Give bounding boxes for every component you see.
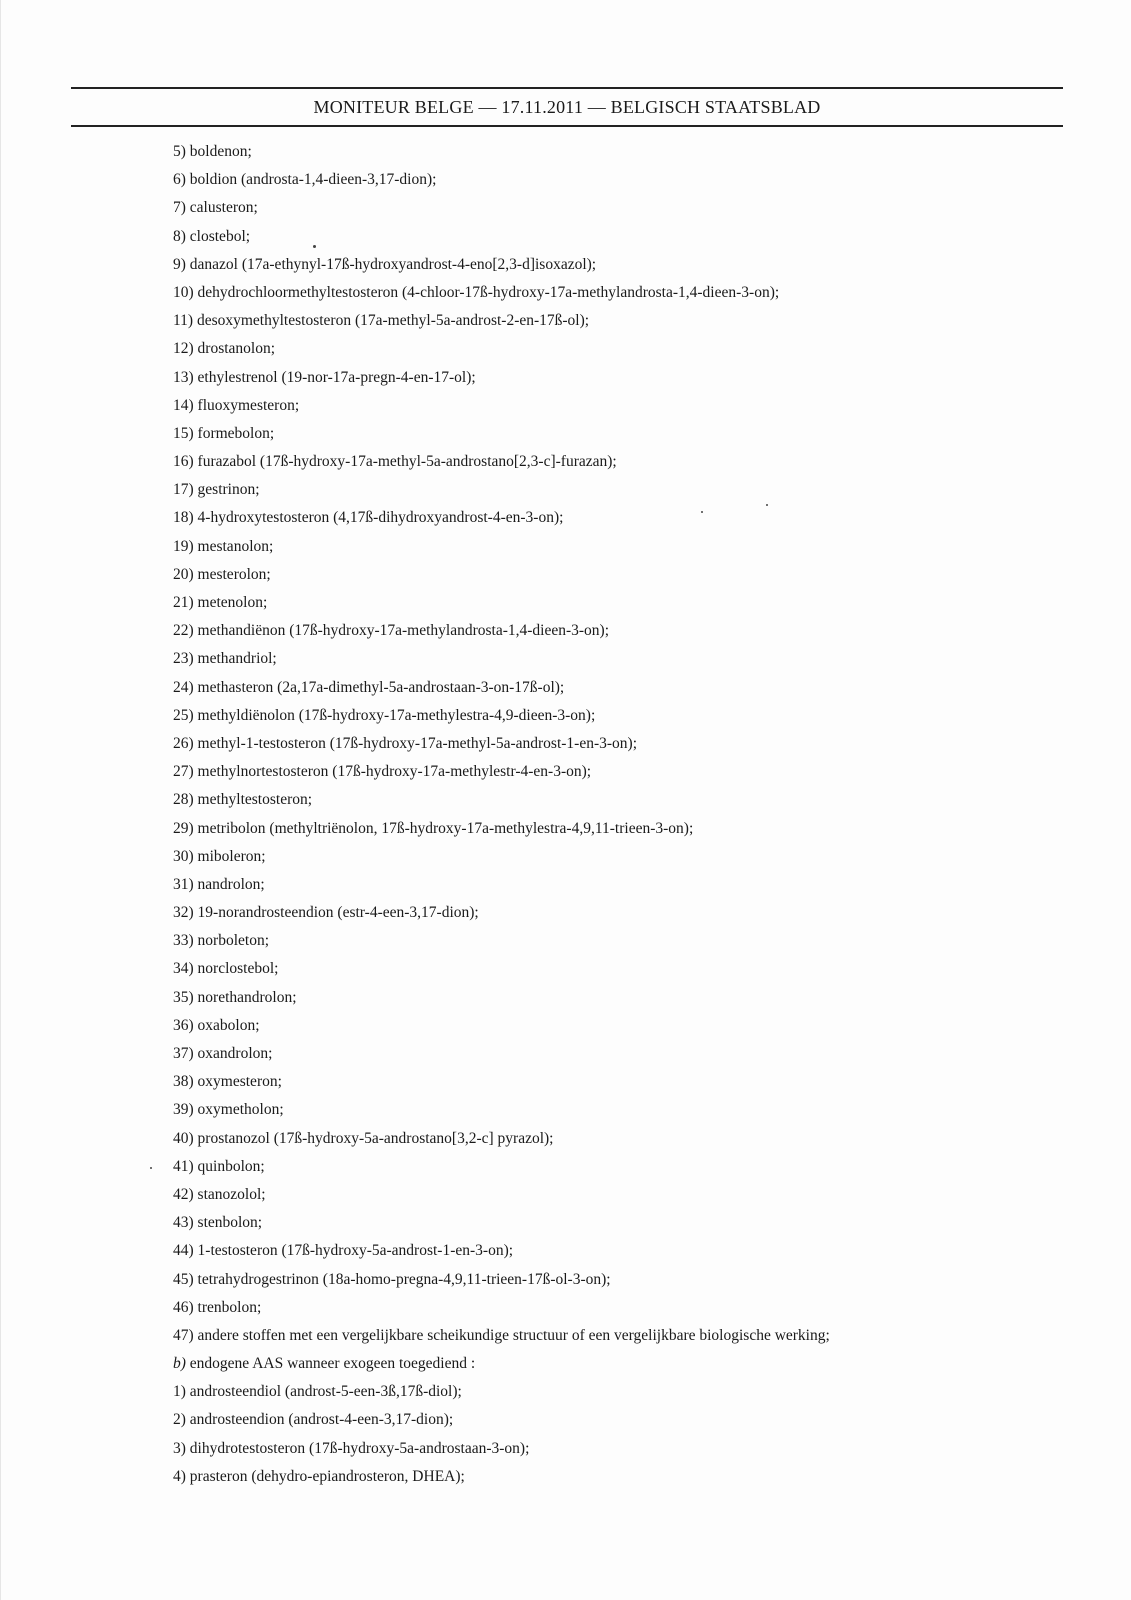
list-b-item: 3) dihydrotestosteron (17ß-hydroxy-5a-androstaan-3-on); [173,1439,530,1457]
list-a-item: 34) norclostebol; [173,960,279,978]
list-a-item: 39) oxymetholon; [173,1101,284,1119]
list-a-item: 29) metribolon (methyltriënolon, 17ß-hydroxy-17a-methylestra-4,9,11-trieen-3-on); [173,819,694,837]
section-b-marker: b) [173,1355,186,1373]
list-a-item: 36) oxabolon; [173,1016,260,1034]
list-a-item: 32) 19-norandrosteendion (estr-4-een-3,17-dion); [173,904,479,922]
list-a-item: 19) mestanolon; [173,537,274,555]
list-a-item: 44) 1-testosteron (17ß-hydroxy-5a-androst-1-en-3-on); [173,1242,514,1260]
list-a-item: 41) quinbolon; [173,1157,265,1175]
list-a-item: 26) methyl-1-testosteron (17ß-hydroxy-17a-methyl-5a-androst-1-en-3-on); [173,734,638,752]
list-a-item: 45) tetrahydrogestrinon (18a-homo-pregna-4,9,11-trieen-17ß-ol-3-on); [173,1270,611,1288]
header-rule-top [71,87,1063,89]
list-a-item: 6) boldion (androsta-1,4-dieen-3,17-dion); [173,171,437,189]
list-a-item: 11) desoxymethyltestosteron (17a-methyl-5a-androst-2-en-17ß-ol); [173,312,590,330]
list-a-item: 43) stenbolon; [173,1214,263,1232]
list-a-item: 33) norboleton; [173,932,269,950]
list-a-item: 5) boldenon; [173,143,252,160]
list-a-item: 15) formebolon; [173,424,275,442]
list-a-item: 27) methylnortestosteron (17ß-hydroxy-17a-methylestr-4-en-3-on); [173,763,592,781]
scan-speck [701,511,703,513]
list-a-item: 40) prostanozol (17ß-hydroxy-5a-androstano[3,2-c] pyrazol); [173,1129,554,1147]
list-a-item: 38) oxymesteron; [173,1073,282,1091]
list-a-item: 18) 4-hydroxytestosteron (4,17ß-dihydroxyandrost-4-en-3-on); [173,509,564,527]
list-a-item: 31) nandrolon; [173,875,265,893]
list-b-item: 4) prasteron (dehydro-epiandrosteron, DHEA); [173,1467,465,1485]
list-a-item: 14) fluoxymesteron; [173,396,300,414]
list-a-item: 28) methyltestosteron; [173,791,313,809]
list-b-item: 2) androsteendion (androst-4-een-3,17-dion); [173,1411,454,1429]
list-b-item: 1) androsteendiol (androst-5-een-3ß,17ß-diol); [173,1383,462,1401]
list-a-item: 35) norethandrolon; [173,988,297,1006]
list-a-item: 47) andere stoffen met een vergelijkbare scheikundige structuur of een vergelijkbare biologische werking; [173,1326,830,1344]
section-b-heading [173,1350,1053,1378]
scan-speck [313,245,316,248]
list-a-item: 8) clostebol; [173,227,251,245]
list-a-item: 25) methyldiënolon (17ß-hydroxy-17a-methylestra-4,9-dieen-3-on); [173,706,596,724]
list-a-item: 42) stanozolol; [173,1185,266,1203]
page-header: MONITEUR BELGE — 17.11.2011 — BELGISCH STAATSBLAD [313,97,821,117]
list-a-item: 23) methandriol; [173,650,277,668]
list-a-item: 37) oxandrolon; [173,1045,273,1062]
list-a-item: 12) drostanolon; [173,340,276,358]
list-a-item: 46) trenbolon; [173,1298,262,1316]
header-rule-bottom [71,125,1063,127]
list-b [173,1378,1053,1491]
scan-speck [766,504,768,506]
list-a-item: 17) gestrinon; [173,481,260,499]
substance-list [173,138,1053,1491]
list-a-item: 10) dehydrochloormethyltestosteron (4-chloor-17ß-hydroxy-17a-methylandrosta-1,4-dieen-3-on); [173,283,780,301]
list-a-item: 16) furazabol (17ß-hydroxy-17a-methyl-5a-androstano[2,3-c]-furazan); [173,453,617,471]
list-a-item: 9) danazol (17a-ethynyl-17ß-hydroxyandrost-4-eno[2,3-d]isoxazol); [173,255,597,273]
list-a-item: 7) calusteron; [173,199,258,217]
list-a-item: 24) methasteron (2a,17a-dimethyl-5a-androstaan-3-on-17ß-ol); [173,678,565,696]
list-a [173,138,1053,1350]
list-a-item: 21) metenolon; [173,594,268,611]
list-a-item: 20) mesterolon; [173,565,271,583]
list-a-item: 22) methandiënon (17ß-hydroxy-17a-methylandrosta-1,4-dieen-3-on); [173,622,610,640]
scan-speck [150,1167,152,1169]
list-a-item: 13) ethylestrenol (19-nor-17a-pregn-4-en-17-ol); [173,368,476,386]
list-a-item: 30) miboleron; [173,847,266,865]
section-b-text: endogene AAS wanneer exogeen toegediend : [185,1355,476,1373]
